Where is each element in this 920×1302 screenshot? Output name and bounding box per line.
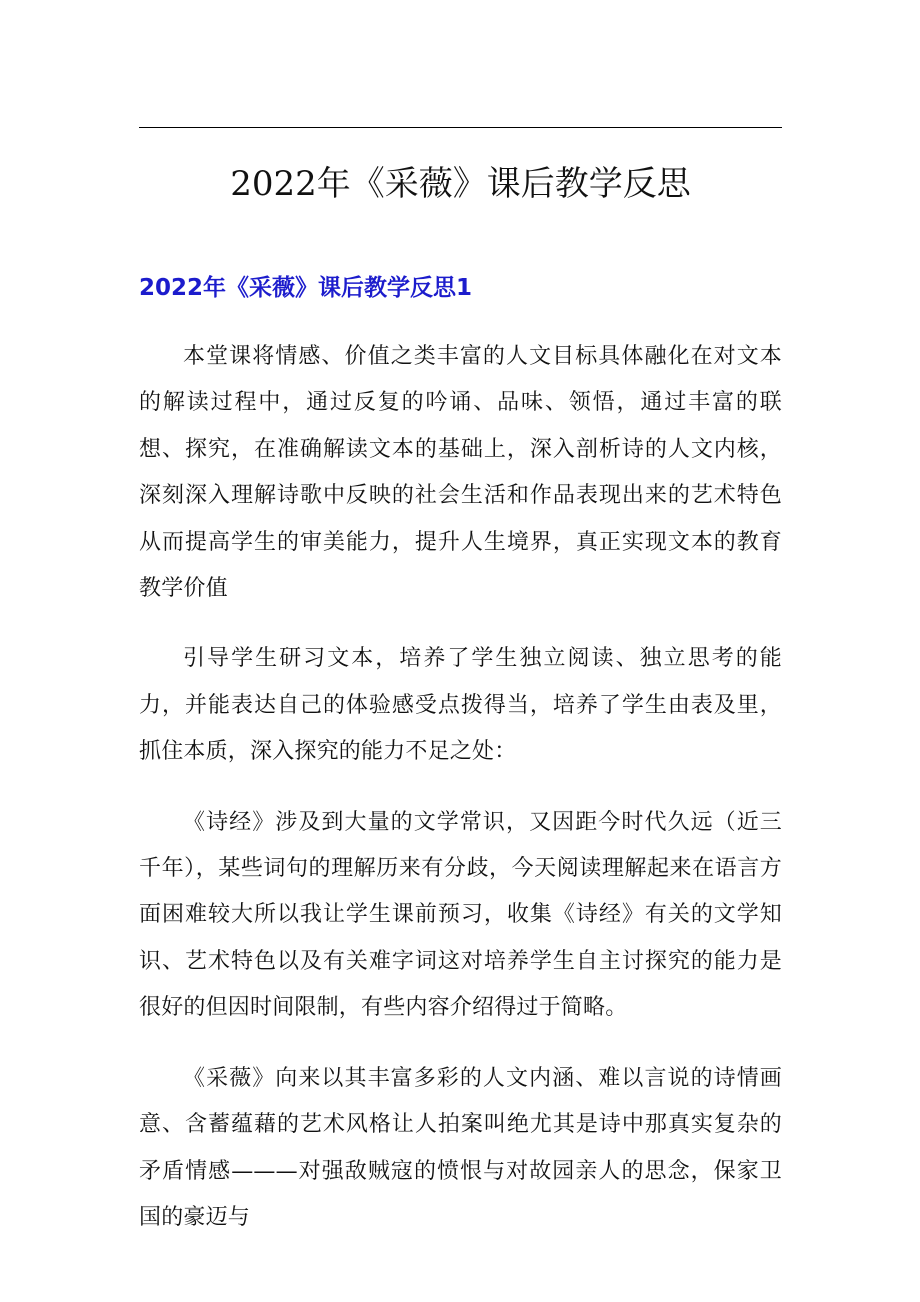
paragraph-1: 本堂课将情感、价值之类丰富的人文目标具体融化在对文本的解读过程中，通过反复的吟诵、品味、领悟，通过丰富的联想、探究，在准确解读文本的基础上，深入剖析诗的人文内核，深刻深入理解诗歌中反映的社会生活和作品表现出来的艺术特色从而提高学生的审美能力，提升人生境界，真正实现文本的教育教学价值 [139, 344, 782, 602]
paragraph-2: 引导学生研习文本，培养了学生独立阅读、独立思考的能力，并能表达自己的体验感受点拨得当，培养了学生由表及里，抓住本质，深入探究的能力不足之处： [139, 646, 782, 765]
header-rule [139, 127, 782, 128]
section-heading: 2022年《采薇》课后教学反思1 [139, 275, 473, 301]
paragraph-4: 《采薇》向来以其丰富多彩的人文内涵、难以言说的诗情画意、含蓄蕴藉的艺术风格让人拍案叫绝尤其是诗中那真实复杂的矛盾情感———对强敌贼寇的愤恨与对故园亲人的思念，保家卫国的豪迈与 [139, 1065, 782, 1230]
document-body [139, 334, 782, 1265]
document-title: 2022年《采薇》课后教学反思 [230, 164, 691, 204]
paragraph-3: 《诗经》涉及到大量的文学常识，又因距今时代久远（近三千年），某些词句的理解历来有分歧，今天阅读理解起来在语言方面困难较大所以我让学生课前预习，收集《诗经》有关的文学知识、艺术特色以及有关难字词这对培养学生自主讨探究的能力是很好的但因时间限制，有些内容介绍得过于简略。 [139, 809, 782, 1021]
